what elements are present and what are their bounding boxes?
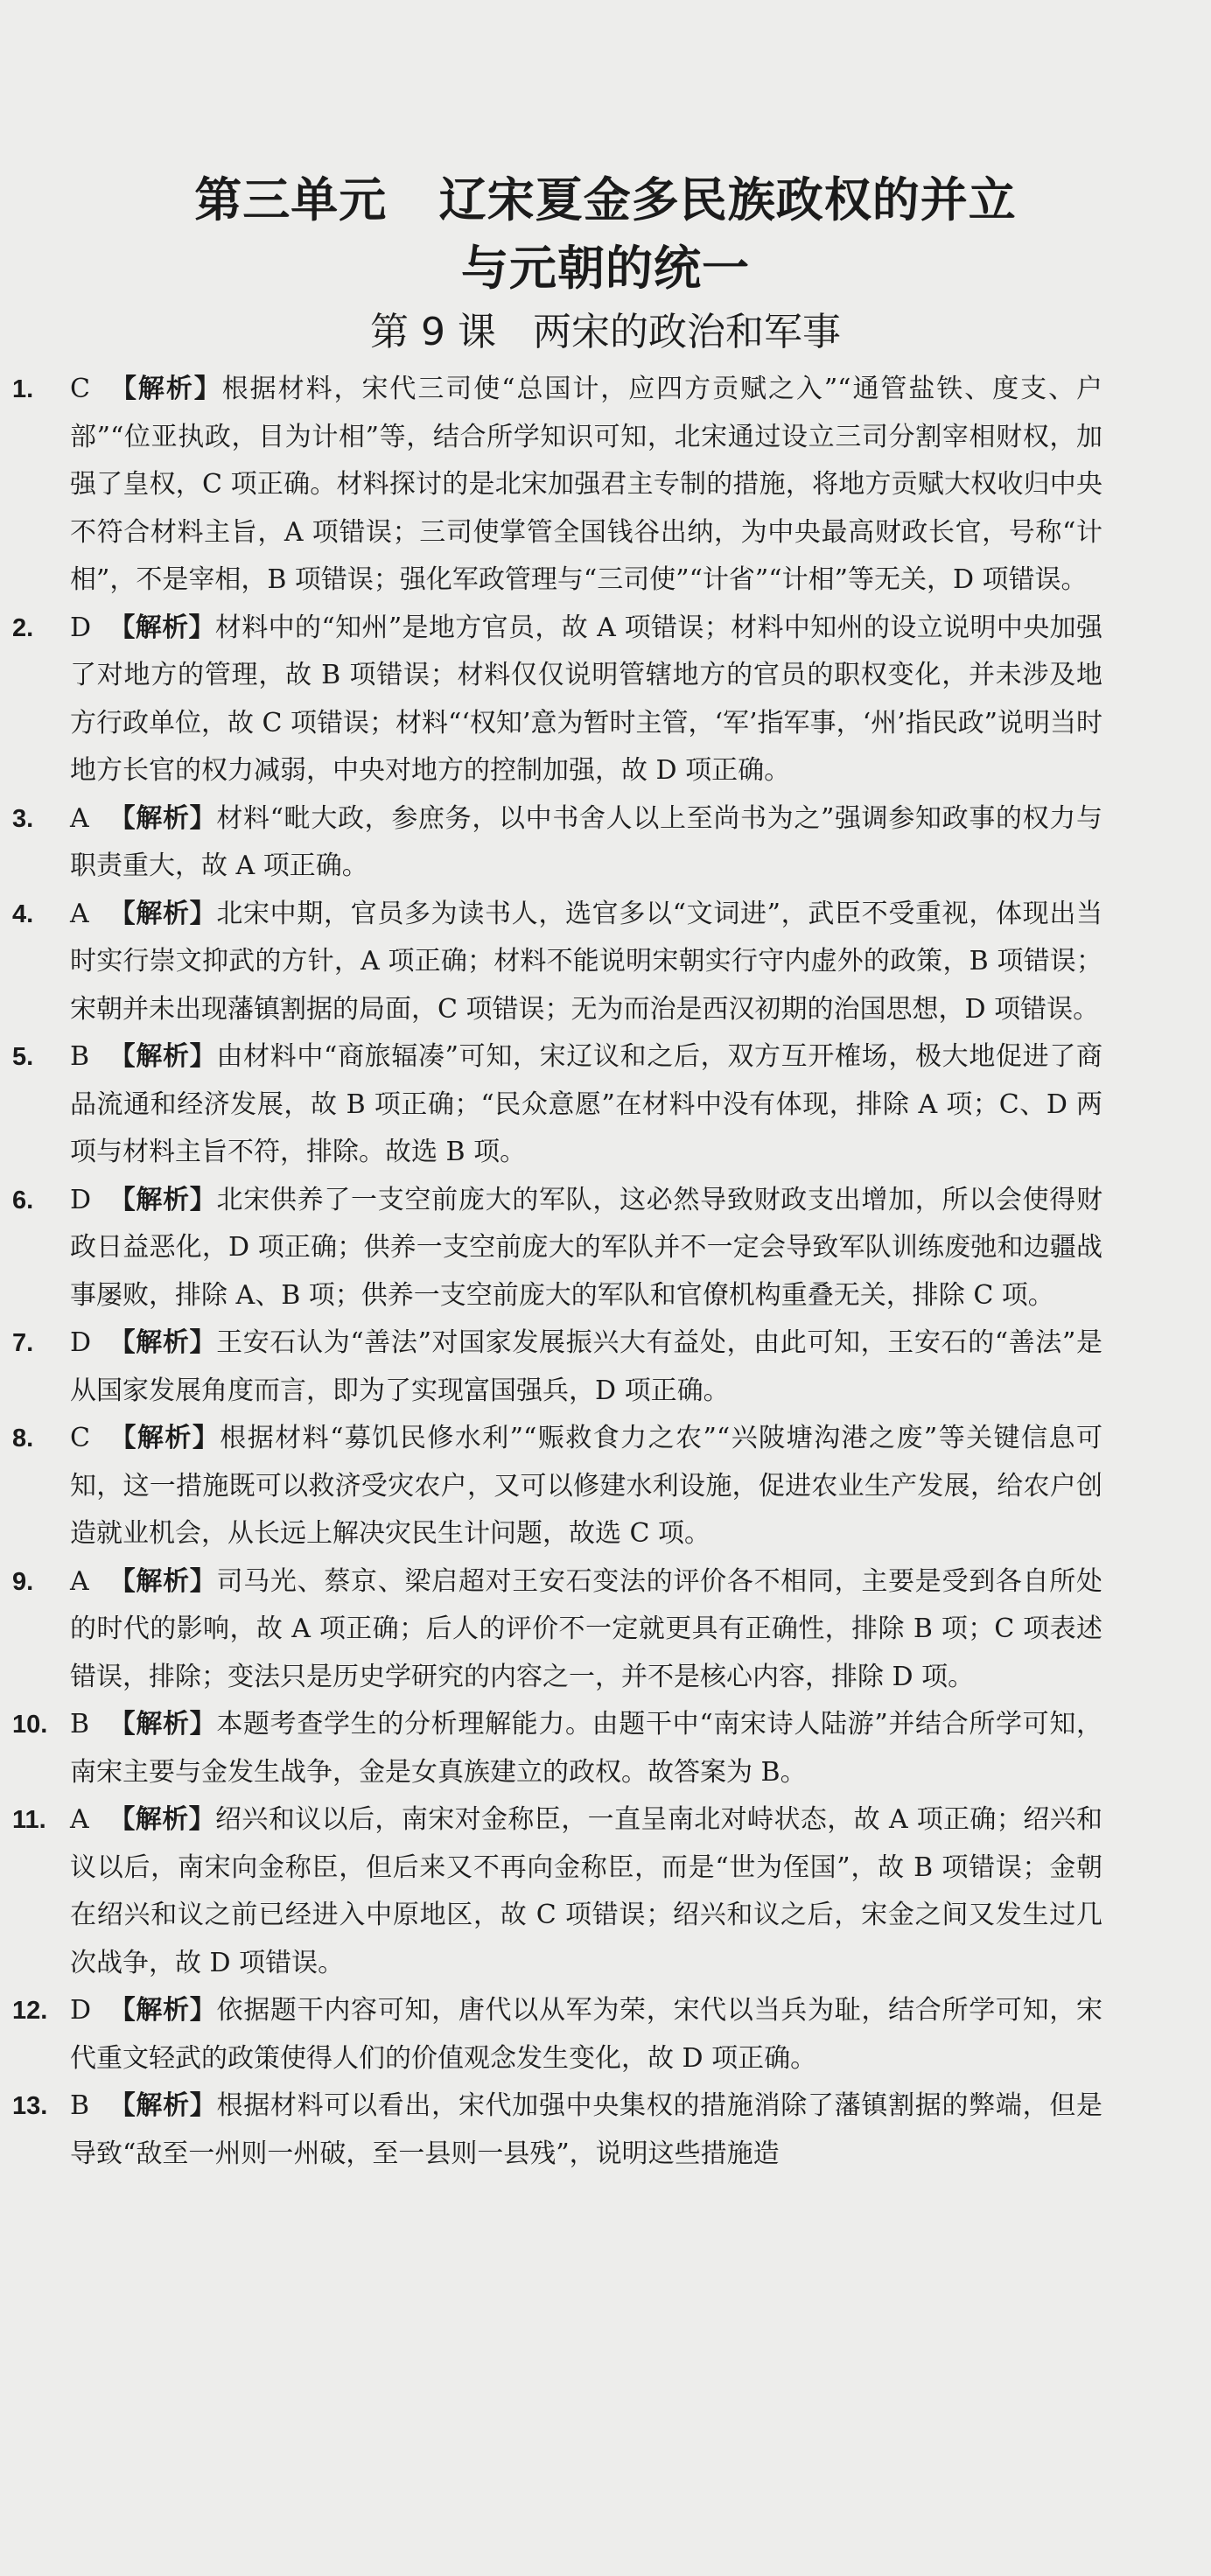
answer-choice: D (70, 1184, 92, 1215)
answer-item (0, 1987, 1211, 2082)
answer-number: 10. (12, 1711, 48, 1739)
unit-title (0, 166, 1211, 303)
answer-body (70, 795, 1102, 891)
analysis-tag: 【解析】 (108, 1565, 217, 1597)
answer-number: 9. (12, 1567, 34, 1596)
answer-item (0, 1033, 1211, 1177)
answer-body (70, 891, 1102, 1034)
unit-title-line2: 与元朝的统一 (461, 241, 750, 296)
answer-choice: B (70, 1041, 90, 1072)
answer-number: 8. (12, 1424, 34, 1452)
analysis-tag: 【解析】 (108, 2090, 217, 2121)
answer-number: 13. (12, 2092, 48, 2120)
answer-choice: D (70, 612, 92, 643)
analysis-text: 王安石认为“善法”对国家发展振兴大有益处，由此可知，王安石的“善法”是从国家发展角度而言，即为了实现富国强兵，D 项正确。 (70, 1327, 1103, 1406)
answer-body (70, 2082, 1102, 2178)
answer-item (0, 366, 1211, 605)
analysis-tag: 【解析】 (108, 1709, 217, 1740)
analysis-text: 根据材料可以看出，宋代加强中央集权的措施消除了藩镇割据的弊端，但是导致“敌至一州则一州破，至一县则一县残”，说明这些措施造 (70, 2090, 1103, 2169)
answer-choice: C (70, 1423, 90, 1453)
lesson-title: 第 9 课 两宋的政治和军事 (370, 310, 841, 354)
analysis-tag: 【解析】 (108, 1327, 217, 1358)
answer-number: 6. (12, 1186, 34, 1214)
answer-body (70, 366, 1102, 605)
analysis-text: 由材料中“商旅辐凑”可知，宋辽议和之后，双方互开榷场，极大地促进了商品流通和经济发展，故 B 项正确；“民众意愿”在材料中没有体现，排除 A 项；C、D 两项与材料主旨不符，排除。故选 B 项。 (70, 1041, 1102, 1167)
answer-number: 3. (12, 804, 34, 833)
answer-choice: A (70, 1565, 89, 1597)
answer-body (70, 1701, 1102, 1796)
answer-item (0, 1415, 1211, 1558)
answer-number: 11. (12, 1806, 46, 1834)
answer-body (70, 1033, 1102, 1177)
answer-choice: D (70, 1327, 92, 1358)
analysis-tag: 【解析】 (108, 1423, 220, 1453)
unit-title-line1: 第三单元 辽宋夏金多民族政权的并立 (194, 172, 1017, 228)
answer-choice: D (70, 1995, 92, 2026)
analysis-text: 根据材料“募饥民修水利”“赈救食力之农”“兴陂塘沟港之废”等关键信息可知，这一措施既可以救济受灾农户，又可以修建水利设施，促进农业生产发展，给农户创造就业机会，从长远上解决灾民生计问题，故选 C 项。 (70, 1423, 1102, 1549)
analysis-tag: 【解析】 (108, 612, 215, 643)
answer-body (70, 605, 1102, 795)
analysis-tag: 【解析】 (108, 1995, 217, 2026)
analysis-tag: 【解析】 (108, 374, 222, 404)
analysis-tag: 【解析】 (108, 1184, 217, 1215)
answer-body (70, 1987, 1102, 2082)
analysis-text: 本题考查学生的分析理解能力。由题干中“南宋诗人陆游”并结合所学可知，南宋主要与金发生战争，金是女真族建立的政权。故答案为 B。 (70, 1709, 1102, 1788)
answer-item (0, 1796, 1211, 1987)
answer-item (0, 2082, 1211, 2178)
analysis-tag: 【解析】 (108, 1041, 217, 1072)
analysis-tag: 【解析】 (108, 1804, 216, 1835)
analysis-text: 北宋中期，官员多为读书人，选官多以“文词进”，武臣不受重视，体现出当时实行崇文抑武的方针，A 项正确；材料不能说明宋朝实行守内虚外的政策，B 项错误；宋朝并未出现藩镇割据的局面，C 项错误；无为而治是西汉初期的治国思想，D 项错误。 (70, 898, 1102, 1025)
analysis-text: 材料中的“知州”是地方官员，故 A 项错误；材料中知州的设立说明中央加强了对地方的管理，故 B 项错误；材料仅仅说明管辖地方的官员的职权变化，并未涉及地方行政单位，故 C 项错误；材料“‘权知’意为暂时主管，‘军’指军事，‘州’指民政”说明当时地方长官的权力减弱，中央对地方的控制加强，故 D 项正确。 (70, 612, 1102, 786)
answer-body (70, 1796, 1102, 1987)
answer-body (70, 1415, 1102, 1558)
answer-choice: A (70, 898, 89, 929)
answer-item (0, 605, 1211, 795)
answer-body (70, 1320, 1102, 1415)
answer-list (0, 366, 1211, 2178)
answer-number: 7. (12, 1329, 34, 1357)
analysis-tag: 【解析】 (108, 898, 217, 929)
answer-choice: A (70, 1804, 89, 1835)
analysis-text: 材料“毗大政，参庶务，以中书舍人以上至尚书为之”强调参知政事的权力与职责重大，故 A 项正确。 (70, 802, 1102, 881)
analysis-text: 北宋供养了一支空前庞大的军队，这必然导致财政支出增加，所以会使得财政日益恶化，D 项正确；供养一支空前庞大的军队并不一定会导致军队训练废弛和边疆战事屡败，排除 A、B 项；供养一支空前庞大的军队和官僚机构重叠无关，排除 C 项。 (70, 1184, 1103, 1311)
answer-choice: B (70, 1709, 90, 1740)
answer-choice: A (70, 802, 89, 834)
answer-body (70, 1558, 1102, 1702)
analysis-tag: 【解析】 (108, 802, 217, 834)
answer-item (0, 1177, 1211, 1320)
answer-choice: C (70, 374, 90, 404)
answer-number: 5. (12, 1043, 34, 1071)
answer-choice: B (70, 2090, 90, 2121)
answer-number: 2. (12, 613, 34, 642)
analysis-text: 司马光、蔡京、梁启超对王安石变法的评价各不相同，主要是受到各自所处的时代的影响，故 A 项正确；后人的评价不一定就更具有正确性，排除 B 项；C 项表述错误，排除；变法只是历史学研究的内容之一，并不是核心内容，排除 D 项。 (70, 1565, 1103, 1692)
answer-item (0, 891, 1211, 1034)
answer-item (0, 1320, 1211, 1415)
analysis-text: 依据题干内容可知，唐代以从军为荣，宋代以当兵为耻，结合所学可知，宋代重文轻武的政策使得人们的价值观念发生变化，故 D 项正确。 (70, 1995, 1103, 2074)
answer-number: 1. (12, 375, 34, 403)
analysis-text: 绍兴和议以后，南宋对金称臣，一直呈南北对峙状态，故 A 项正确；绍兴和议以后，南宋向金称臣，但后来又不再向金称臣，而是“世为侄国”，故 B 项错误；金朝在绍兴和议之前已经进入中原地区，故 C 项错误；绍兴和议之后，宋金之间又发生过几次战争，故 D 项错误。 (70, 1804, 1102, 1978)
answer-number: 4. (12, 900, 34, 928)
answer-number: 12. (12, 1997, 48, 2025)
answer-body (70, 1177, 1102, 1320)
analysis-text: 根据材料，宋代三司使“总国计，应四方贡赋之入”“通管盐铁、度支、户部”“位亚执政，目为计相”等，结合所学知识可知，北宋通过设立三司分割宰相财权，加强了皇权，C 项正确。材料探讨的是北宋加强君主专制的措施，将地方贡赋大权收归中央不符合材料主旨，A 项错误；三司使掌管全国钱谷出纳，为中央最高财政长官，号称“计相”，不是宰相，B 项错误；强化军政管理与“三司使”“计省”“计相”等无关，D 项错误。 (70, 374, 1103, 595)
answer-item (0, 795, 1211, 891)
answer-item (0, 1701, 1211, 1796)
answer-item (0, 1558, 1211, 1702)
